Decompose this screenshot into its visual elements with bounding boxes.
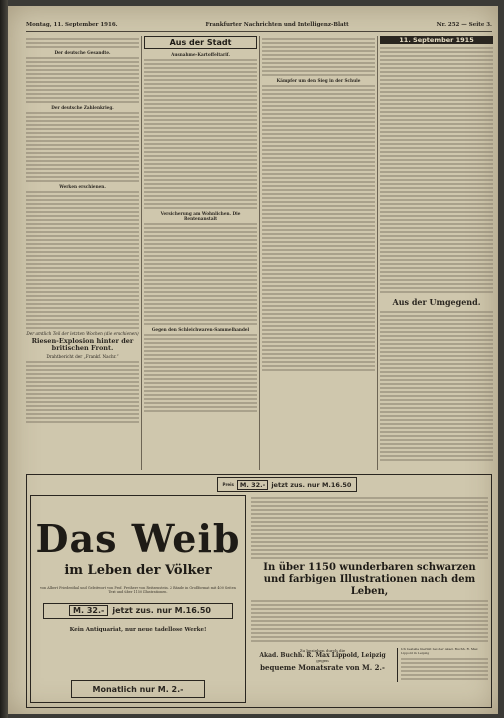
ad-guarantee: Kein Antiquariat, nur neue tadellose Werke! — [69, 626, 207, 633]
book-spine — [0, 0, 8, 718]
column-4 — [380, 36, 493, 470]
ad-title: Das Weib — [35, 516, 241, 561]
old-price: M. 32.- — [237, 480, 268, 490]
article-headline: Riesen-Explosion hinter der britischen Front. — [31, 337, 134, 352]
header-page-number: Nr. 252 — Seite 3. — [436, 21, 492, 28]
ad-description: von Albert Friedenthal und Geleitwort von Prof. Freiherr von Reitzenstein. 2 Bände in Großformat mit 400 Seiten Text und über 1150 Illustrationen. — [40, 586, 236, 595]
publisher-name: Akad. Buchh. R. Max Lippold, Leipzig — [259, 652, 386, 659]
ad-text-panel — [251, 495, 488, 703]
new-price: jetzt zus. nur M.16.50 — [112, 606, 211, 616]
publisher-gegen: gegen — [316, 658, 329, 663]
article-note: Der amtlich Teil der letzten Wochen (die erschienen) — [26, 331, 139, 336]
article-heading: Gegen den Schleichwaren-Sammelhandel — [151, 327, 250, 332]
section-heading: Aus der Umgegend. — [392, 297, 481, 307]
text-block — [26, 57, 139, 103]
ad-body-text — [251, 600, 488, 642]
date-banner: 11. September 1915 — [380, 36, 493, 44]
header-title: Frankfurter Nachrichten und Intelligenz-Blatt — [205, 21, 349, 28]
text-block — [144, 59, 257, 209]
monthly-rate-banner: Monatlich nur M. 2.- — [71, 680, 205, 698]
price-label: Preis — [222, 482, 234, 487]
text-block — [262, 38, 375, 76]
monthly-rate-text: bequeme Monatsrate von M. 2.- — [260, 663, 385, 672]
column-rule — [259, 36, 260, 470]
newspaper-page — [8, 6, 498, 714]
text-block — [26, 191, 139, 329]
column-3 — [262, 36, 375, 470]
order-coupon — [398, 648, 488, 682]
publisher-block — [251, 648, 398, 682]
text-block — [380, 47, 493, 293]
text-block — [26, 38, 139, 48]
text-block — [26, 361, 139, 423]
ad-body-text — [251, 497, 488, 559]
text-block — [26, 112, 139, 182]
price-banner-top — [217, 477, 357, 492]
ad-title-panel — [30, 495, 246, 703]
column-2 — [144, 36, 257, 470]
article-heading: Der deutsche Zahlenkrieg. — [51, 105, 114, 110]
article-heading: Kämpfer um den Sieg in der Schule — [276, 78, 361, 83]
publisher-intro: Zu beziehen durch die — [299, 648, 346, 653]
new-price: jetzt zus. nur M.16.50 — [271, 480, 352, 489]
column-1 — [26, 36, 139, 470]
header-date: Montag, 11. September 1916. — [26, 21, 118, 28]
text-block — [144, 334, 257, 412]
ad-illustration-claim: In über 1150 wunderbaren schwarzen und farbigen Illustrationen nach dem Leben, — [263, 562, 476, 597]
ad-publisher-row — [251, 648, 488, 682]
article-heading: Der deutsche Gesandte. — [54, 50, 111, 55]
text-block — [144, 223, 257, 325]
price-banner — [43, 603, 233, 619]
ad-subtitle: im Leben der Völker — [64, 563, 212, 578]
section-heading-box: Aus der Stadt — [144, 36, 257, 49]
page-header — [26, 18, 492, 32]
column-rule — [377, 36, 378, 470]
text-block — [262, 85, 375, 371]
article-heading: Ausnahme-Kartoffeltarif. — [171, 52, 230, 57]
article-heading: Versicherung am Wohnlichen. Die Rentenanstalt — [160, 211, 241, 221]
book-advertisement — [26, 474, 492, 708]
article-heading: Werken erschienen. — [59, 184, 106, 189]
order-text: Ich bestelle hiermit bei der Akad. Buchh. R. Max Lippold in Leipzig — [401, 647, 478, 655]
text-block — [380, 311, 493, 461]
column-rule — [141, 36, 142, 470]
old-price: M. 32.- — [69, 605, 108, 616]
article-dateline: Drahtbericht der „Frankf. Nachr.“ — [46, 354, 119, 359]
